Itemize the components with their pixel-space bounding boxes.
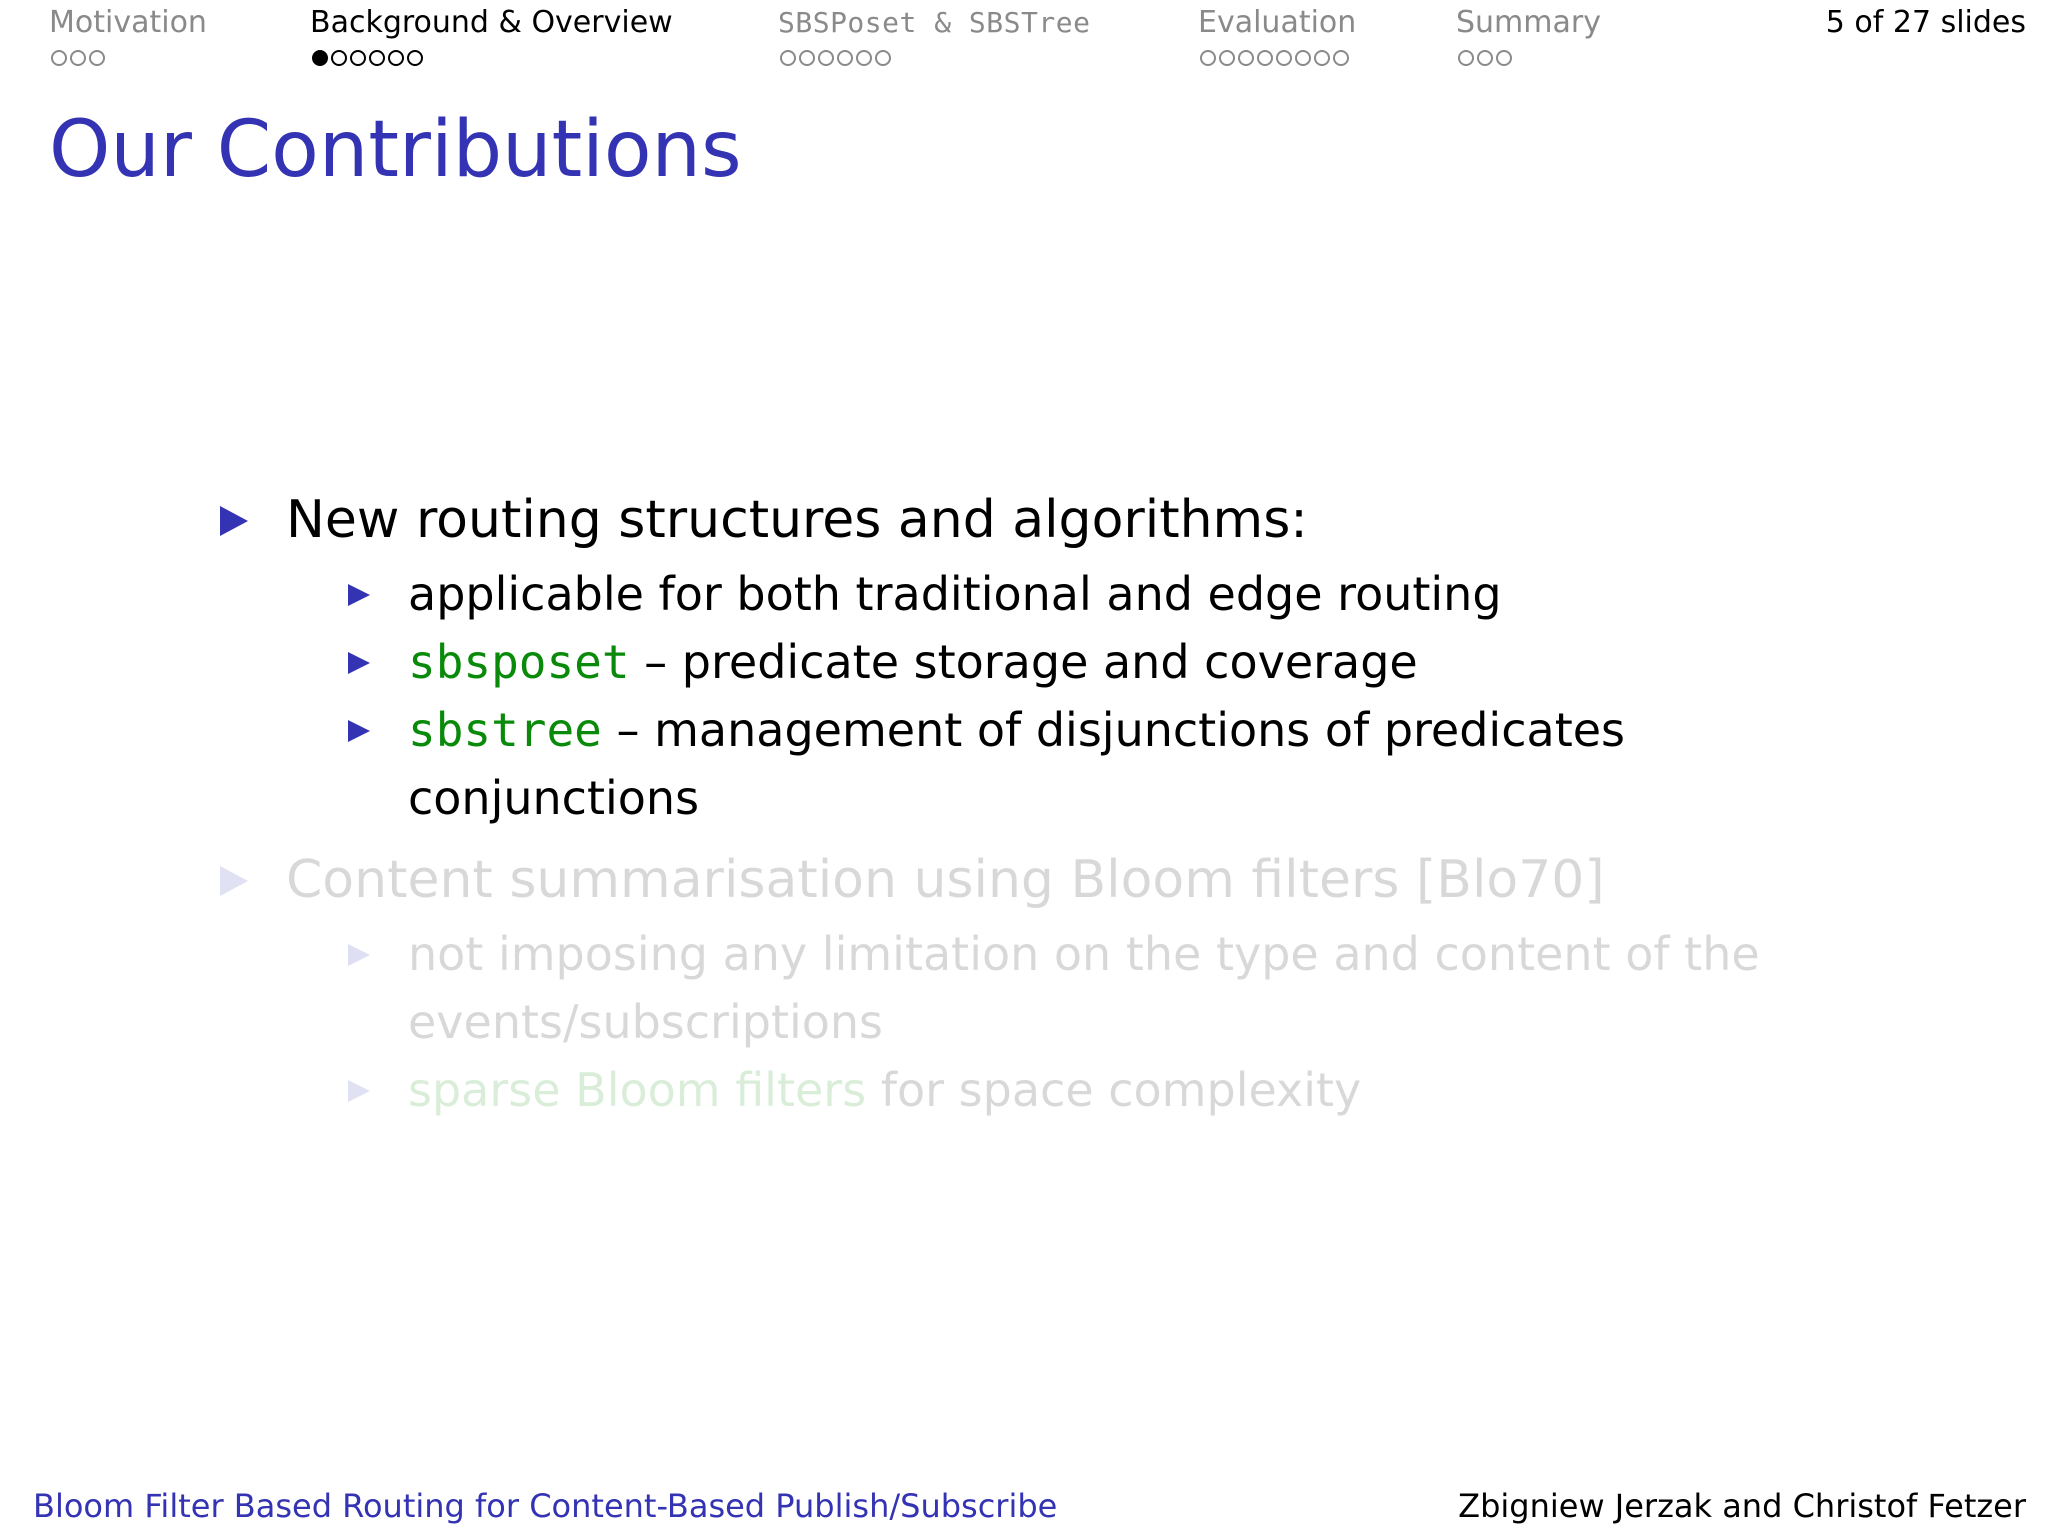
triangle-bullet-icon [348,944,370,966]
nav-dot-icon[interactable] [89,50,105,66]
nav-dot-icon[interactable] [70,50,86,66]
nav-section-title: SBSPoset & SBSTree [778,6,1091,39]
nav-dot-icon[interactable] [1238,50,1254,66]
nav-dots [780,50,1090,66]
nav-dot-icon[interactable] [407,50,423,66]
nav-dot-icon[interactable] [350,50,366,66]
nav-section-background[interactable] [310,4,673,66]
nav-section-title: Background & Overview [310,5,673,40]
triangle-bullet-icon [348,1080,370,1102]
nav-dot-icon[interactable] [818,50,834,66]
slide-title: Our Contributions [49,105,742,195]
code-term-sbsposet: sbsposet [408,635,630,689]
nav-section-motivation[interactable] [49,4,207,66]
list-item-text: New routing structures and algorithms: [286,490,1308,550]
nav-section-title: Summary [1456,5,1601,40]
nav-dot-icon[interactable] [369,50,385,66]
list-item-text: Content summarisation using Bloom filters [Blo70] [286,850,1605,910]
highlight-term-sparse-bloom: sparse Bloom filters [408,1063,867,1117]
navigation-bar [0,0,2048,80]
nav-section-summary[interactable] [1456,4,1601,66]
nav-section-sbsposet-sbstree[interactable] [778,4,1090,66]
code-term-sbstree: sbstree [408,703,602,757]
nav-dots [1200,50,1356,66]
sublist-item [408,628,1838,696]
list-item-content-summarisation [218,840,1838,920]
nav-dots [1458,50,1601,66]
triangle-bullet-icon [220,506,248,536]
nav-section-title: Motivation [49,5,207,40]
triangle-bullet-icon [220,866,248,896]
nav-section-title: Evaluation [1198,5,1357,40]
nav-dot-icon[interactable] [1257,50,1273,66]
nav-dot-icon[interactable] [1458,50,1474,66]
nav-dot-icon[interactable] [1496,50,1512,66]
nav-dot-icon[interactable] [331,50,347,66]
triangle-bullet-icon [348,584,370,606]
sublist-item-text: for space complexity [866,1063,1362,1117]
nav-dot-icon[interactable] [1200,50,1216,66]
sublist-item-text: – management of disjunctions of predicates conjunctions [408,703,1625,825]
nav-dot-icon[interactable] [1219,50,1235,66]
triangle-bullet-icon [348,720,370,742]
nav-dot-current-icon[interactable] [312,50,328,66]
nav-dots [51,50,207,66]
list-item-routing-structures [218,480,1838,560]
nav-dot-icon[interactable] [799,50,815,66]
sublist-item [408,1056,1838,1124]
nav-dot-icon[interactable] [51,50,67,66]
nav-dot-icon[interactable] [856,50,872,66]
nav-dot-icon[interactable] [1333,50,1349,66]
nav-dot-icon[interactable] [1314,50,1330,66]
nav-dots [312,50,673,66]
dimmed-block [218,840,1838,1124]
nav-dot-icon[interactable] [388,50,404,66]
sublist-summarisation [218,920,1838,1124]
nav-dot-icon[interactable] [837,50,853,66]
footer-title: Bloom Filter Based Routing for Content-Based Publish/Subscribe [33,1487,1058,1525]
nav-dot-icon[interactable] [875,50,891,66]
sublist-item-text: applicable for both traditional and edge routing [408,567,1502,621]
nav-dot-icon[interactable] [780,50,796,66]
nav-dot-icon[interactable] [1276,50,1292,66]
triangle-bullet-icon [348,652,370,674]
slide-counter: 5 of 27 slides [1825,5,2026,40]
nav-section-evaluation[interactable] [1198,4,1356,66]
footer-authors: Zbigniew Jerzak and Christof Fetzer [1458,1487,2026,1525]
sublist-item [408,696,1838,832]
nav-dot-icon[interactable] [1477,50,1493,66]
slide-content [218,480,1838,1124]
sublist-routing [218,560,1838,832]
sublist-item [408,920,1838,1056]
sublist-item-text: not imposing any limitation on the type and content of the events/subscriptions [408,927,1760,1049]
nav-dot-icon[interactable] [1295,50,1311,66]
sublist-item-text: – predicate storage and coverage [629,635,1418,689]
sublist-item [408,560,1838,628]
